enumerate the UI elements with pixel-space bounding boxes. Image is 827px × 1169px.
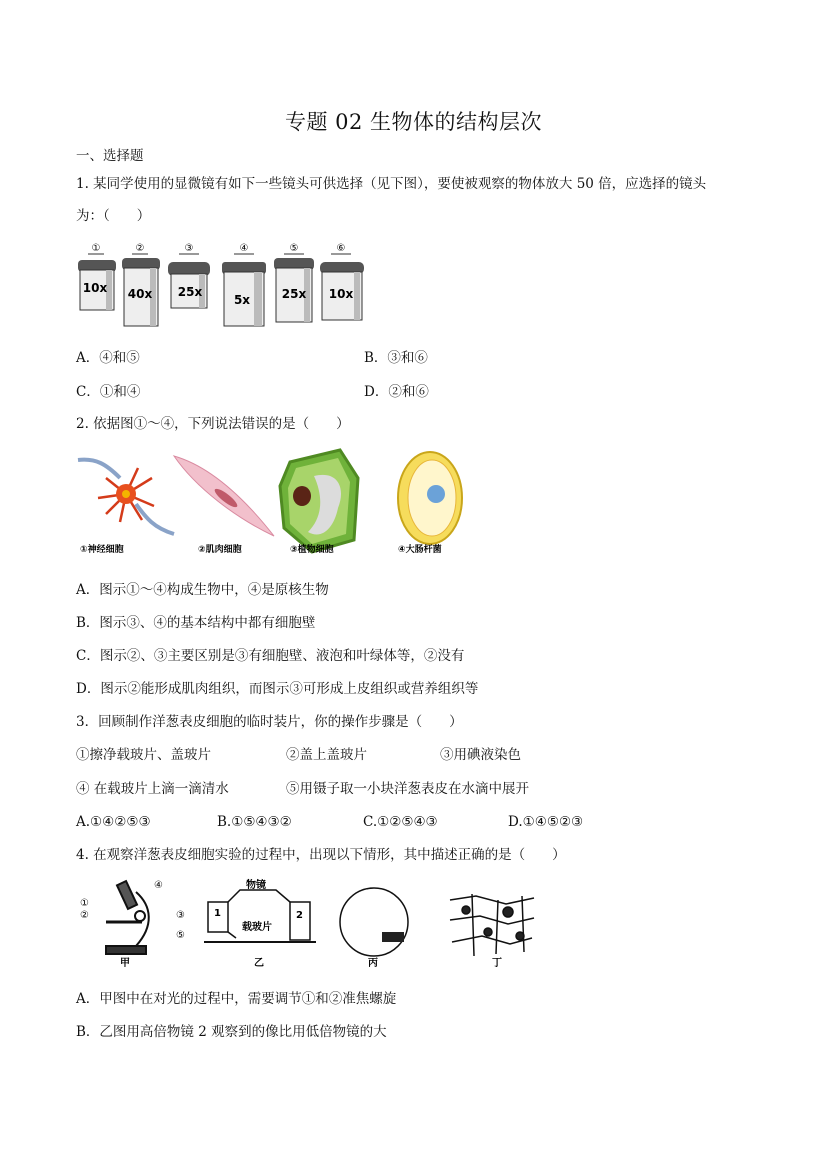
- lens-5-mag: 25x: [281, 287, 307, 301]
- label-two: 2: [296, 910, 303, 921]
- caption-neuron: ①神经细胞: [80, 545, 124, 555]
- q2-option-b: B．图示③、④的基本结构中都有细胞壁: [76, 615, 316, 631]
- label-slide: 载玻片: [242, 922, 272, 933]
- label-ding: 丁: [492, 958, 502, 968]
- section-heading: 一、选择题: [76, 148, 144, 164]
- muscle-cell-image: [174, 456, 274, 536]
- q1-stem: 1. 某同学使用的显微镜有如下一些镜头可供选择（见下图），要使被观察的物体放大 50 倍，应选择的镜头: [76, 176, 707, 192]
- q2-stem: 2. 依据图①～④，下列说法错误的是（ ）: [76, 416, 350, 432]
- lens-2-mag: 40x: [127, 287, 153, 301]
- q3-option-c: C.①②⑤④③: [363, 814, 438, 830]
- lens-5: [274, 243, 314, 322]
- q3-option-a: A.①④②⑤③: [76, 814, 151, 830]
- label-bing: 丙: [368, 958, 378, 968]
- q1-stem-cont: 为：（ ）: [76, 208, 151, 224]
- lens-1-mag: 10x: [82, 281, 108, 295]
- q3-step-2: ②盖上盖玻片: [286, 747, 367, 763]
- q3-stem: 3．回顾制作洋葱表皮细胞的临时装片，你的操作步骤是（ ）: [76, 714, 463, 730]
- mark-1: ①: [80, 898, 89, 909]
- q1-option-a: A．④和⑤: [76, 350, 140, 366]
- q1-option-d: D．②和⑥: [364, 384, 429, 400]
- q3-option-d: D.①④⑤②③: [508, 814, 584, 830]
- q2-option-d: D．图示②能形成肌肉组织，而图示③可形成上皮组织或营养组织等: [76, 681, 479, 697]
- q1-option-c: C．①和④: [76, 384, 141, 400]
- lens-6-mag: 10x: [328, 287, 354, 301]
- lens-3-mag: 25x: [177, 285, 203, 299]
- q3-step-3: ③用碘液染色: [440, 747, 521, 763]
- q4-option-b: B．乙图用高倍物镜 2 观察到的像比用低倍物镜的大: [76, 1024, 387, 1040]
- lens-figure: [74, 240, 374, 330]
- q1-option-b: B．③和⑥: [364, 350, 428, 366]
- lens-5-number: ⑤: [289, 243, 299, 254]
- lens-6-number: ⑥: [336, 243, 346, 254]
- lens-1-number: ①: [91, 243, 101, 254]
- label-jia: 甲: [120, 958, 130, 968]
- microscope-figure: [76, 876, 536, 968]
- q3-step-1: ①擦净载玻片、盖玻片: [76, 747, 211, 763]
- q3-step-5: ⑤用镊子取一小块洋葱表皮在水滴中展开: [286, 781, 529, 797]
- q4-stem: 4. 在观察洋葱表皮细胞实验的过程中，出现以下情形，其中描述正确的是（ ）: [76, 847, 566, 863]
- field-bing: [340, 888, 408, 956]
- label-yi: 乙: [254, 958, 264, 968]
- mark-4: ④: [154, 880, 163, 891]
- cell-figure: [76, 448, 476, 560]
- plant-cell-image: [280, 450, 358, 552]
- q2-option-c: C．图示②、③主要区别是③有细胞壁、液泡和叶绿体等，②没有: [76, 648, 465, 664]
- page-title: 专题 02 生物体的结构层次: [284, 110, 543, 134]
- lens-4: [222, 243, 266, 326]
- label-one: 1: [214, 908, 221, 919]
- lens-1: [78, 243, 116, 310]
- bacterium-image: [398, 452, 462, 544]
- mark-2: ②: [80, 910, 89, 921]
- q3-option-b: B.①⑤④③②: [217, 814, 292, 830]
- mark-3: ③: [176, 910, 185, 921]
- lens-3: [168, 243, 210, 308]
- q4-option-a: A．甲图中在对光的过程中，需要调节①和②准焦螺旋: [76, 991, 397, 1007]
- mark-5: ⑤: [176, 930, 185, 941]
- cells-ding: [448, 892, 536, 956]
- label-objective: 物镜: [246, 880, 266, 891]
- q2-option-a: A．图示①～④构成生物中，④是原核生物: [76, 582, 329, 598]
- lens-6: [320, 243, 364, 320]
- lens-2: [122, 243, 160, 326]
- neuron-image: [78, 460, 174, 534]
- caption-muscle: ②肌肉细胞: [198, 545, 242, 555]
- lens-4-number: ④: [239, 243, 249, 254]
- q3-step-4: ④ 在载玻片上滴一滴清水: [76, 781, 229, 797]
- lens-3-number: ③: [184, 243, 194, 254]
- microscope-jia: [106, 881, 149, 954]
- lens-4-mag: 5x: [233, 293, 251, 307]
- caption-bacterium: ④大肠杆菌: [398, 545, 442, 555]
- caption-plant: ③植物细胞: [290, 545, 334, 555]
- lens-2-number: ②: [135, 243, 145, 254]
